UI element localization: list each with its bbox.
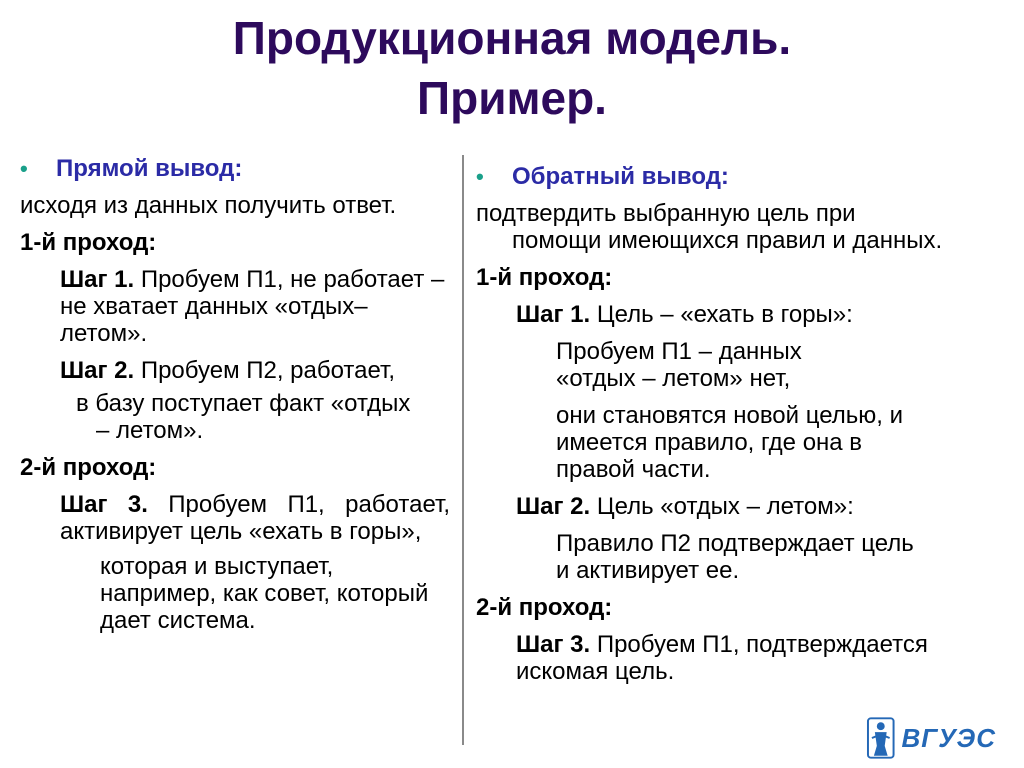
backward-step-2-text: Цель «отдых – летом»: xyxy=(590,493,854,520)
backward-step-2-label: Шаг 2. xyxy=(516,493,591,520)
forward-step-2-detail: в базу поступает факт «отдых – летом». xyxy=(76,390,411,444)
forward-step-1-text: Пробуем П1, не работает – не хватает данных «отдых–летом». xyxy=(60,266,445,347)
forward-step-3-text: Пробуем П1, работает, активирует цель «ехать в горы», xyxy=(60,491,450,545)
bullet-icon: • xyxy=(476,164,484,189)
forward-step-3 xyxy=(60,491,450,545)
backward-inference-column xyxy=(476,163,946,695)
forward-step-3-label: Шаг 3. xyxy=(60,491,148,518)
bullet-icon: • xyxy=(20,156,28,181)
slide-title xyxy=(0,8,1024,128)
forward-inference-column xyxy=(20,155,450,644)
forward-step-3-detail: которая и выступает, например, как совет, который дает система. xyxy=(100,553,429,634)
backward-step-1-label: Шаг 1. xyxy=(516,301,591,328)
backward-step-3 xyxy=(516,631,936,685)
backward-inference-heading-text: Обратный вывод: xyxy=(512,163,729,190)
forward-step-2-label: Шаг 2. xyxy=(60,357,135,384)
backward-step-3-text: Пробуем П1, подтверждается искомая цель. xyxy=(516,631,928,685)
column-divider xyxy=(462,155,464,745)
slide-title-line1: Продукционная модель. xyxy=(232,12,792,64)
backward-pass-2: 2-й проход: xyxy=(476,594,613,621)
backward-step-3-label: Шаг 3. xyxy=(516,631,591,658)
backward-pass-1: 1-й проход: xyxy=(476,264,613,291)
backward-step-1-detail-1: Пробуем П1 – данных «отдых – летом» нет, xyxy=(556,338,802,392)
forward-step-1 xyxy=(60,266,450,347)
backward-step-1-text: Цель – «ехать в горы»: xyxy=(590,301,853,328)
university-emblem-icon xyxy=(866,716,896,760)
forward-step-1-label: Шаг 1. xyxy=(60,266,135,293)
forward-step-2-text: Пробуем П2, работает, xyxy=(134,357,396,384)
backward-intro: подтвердить выбранную цель при помощи имеющихся правил и данных. xyxy=(476,200,943,254)
backward-step-2-detail: Правило П2 подтверждает цель и активирует ее. xyxy=(556,530,914,584)
backward-step-2 xyxy=(516,493,946,520)
university-logo xyxy=(866,716,996,760)
forward-intro: исходя из данных получить ответ. xyxy=(20,192,397,219)
backward-inference-heading xyxy=(476,163,946,190)
forward-step-2 xyxy=(60,357,450,384)
forward-pass-1: 1-й проход: xyxy=(20,229,157,256)
forward-inference-heading-text: Прямой вывод: xyxy=(56,155,243,182)
forward-inference-heading xyxy=(20,155,450,182)
backward-step-1 xyxy=(516,301,946,328)
backward-step-1-detail-2: они становятся новой целью, и имеется правило, где она в правой части. xyxy=(556,402,903,483)
university-logo-text: ВГУЭС xyxy=(901,722,996,753)
slide-title-line2: Пример. xyxy=(417,72,607,124)
forward-pass-2: 2-й проход: xyxy=(20,454,157,481)
